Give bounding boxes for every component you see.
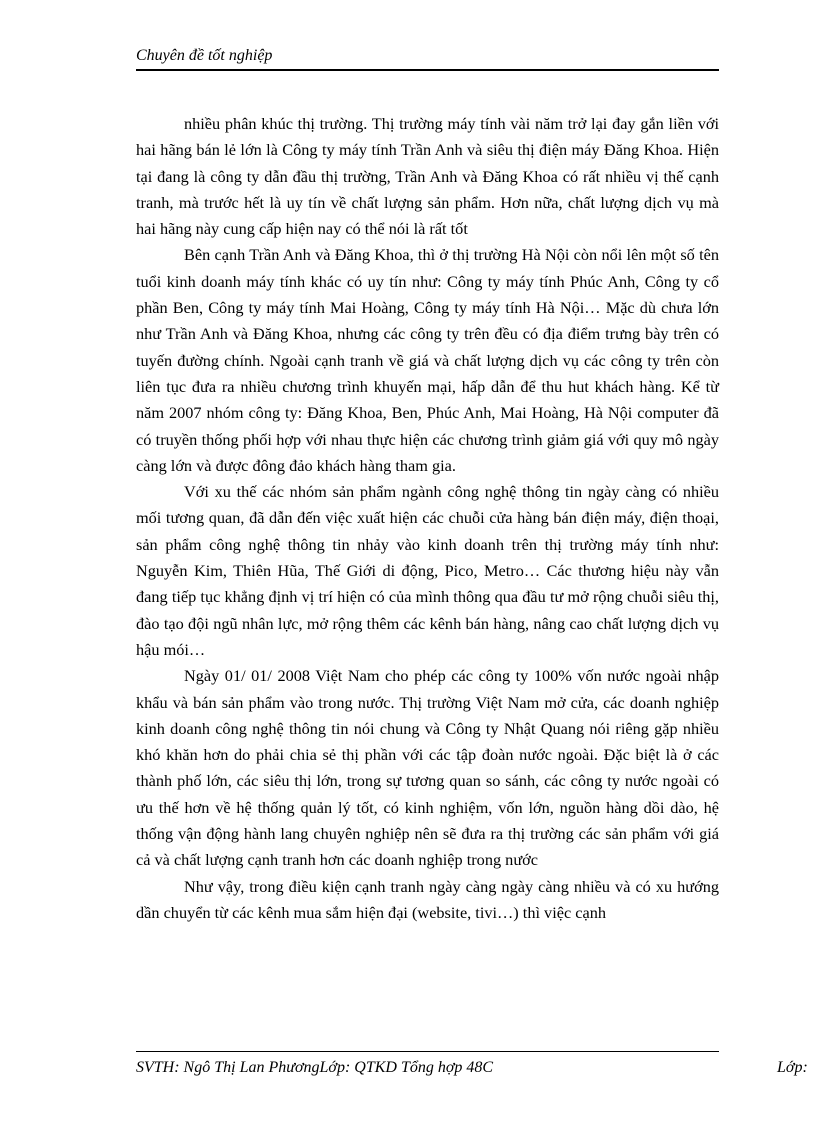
paragraph-5: Như vậy, trong điều kiện cạnh tranh ngày càng ngày càng nhiều và có xu hướng dần chuyển từ các kênh mua sắm hiện đại (website, tivi…) thì việc cạnh (136, 876, 719, 922)
page-header-title: Chuyên đề tốt nghiệp (136, 47, 273, 64)
body-text (136, 111, 719, 926)
header-divider (136, 69, 719, 71)
paragraph-1: nhiều phân khúc thị trường. Thị trường máy tính vài năm trở lại đay gắn liền với hai hãng bán lẻ lớn là Công ty máy tính Trần Anh và siêu thị điện máy Đăng Khoa. Hiện tại đang là công ty dẫn đầu thị trường, Trần Anh và Đăng Khoa có rất nhiều vị thế cạnh tranh, mà trước hết là uy tín về chất lượng sản phẩm. Hơn nữa, chất lượng dịch vụ mà hai hãng này cung cấp hiện nay có thể nói là rất tốt (136, 114, 719, 239)
footer-class-label: Lớp: (777, 1059, 808, 1076)
footer-student-info: SVTH: Ngô Thị Lan PhươngLớp: QTKD Tổng hợp 48C (136, 1059, 494, 1076)
paragraph-2: Bên cạnh Trần Anh và Đăng Khoa, thì ở thị trường Hà Nội còn nổi lên một số tên tuổi kinh doanh máy tính khác có uy tín như: Công ty máy tính Phúc Anh, Công ty cổ phần Ben, Công ty máy tính Mai Hoàng, Công ty máy tính Hà Nội… Mặc dù chưa lớn như Trần Anh và Đăng Khoa, nhưng các công ty trên đều có địa điểm trưng bày trên có tuyến đường chính. Ngoài cạnh tranh về giá và chất lượng dịch vụ các công ty trên còn liên tục đưa ra nhiều chương trình khuyến mại, hấp dẫn để thu hut khách hàng. Kể từ năm 2007 nhóm công ty: Đăng Khoa, Ben, Phúc Anh, Mai Hoàng, Hà Nội computer đã có truyền thống phối hợp với nhau thực hiện các chương trình giảm giá với quy mô ngày càng lớn và được đông đảo khách hàng tham gia. (136, 245, 719, 475)
paragraph-3: Với xu thế các nhóm sản phẩm ngành công nghệ thông tin ngày càng có nhiều mối tương quan, đã dẫn đến việc xuất hiện các chuỗi cửa hàng bán điện máy, điện thoại, sản phẩm công nghệ thông tin nhảy vào kinh doanh trên thị trường máy tính như: Nguyễn Kim, Thiên Hũa, Thế Giới di động, Pico, Metro… Các thương hiệu này vẫn đang tiếp tục khẳng định vị trí hiện có của mình thông qua đầu tư mở rộng chuỗi siêu thị, đào tạo đội ngũ nhân lực, mở rộng thêm các kênh bán hàng, nâng cao chất lượng dịch vụ hậu mói… (136, 482, 719, 659)
footer-divider (136, 1051, 719, 1052)
paragraph-4: Ngày 01/ 01/ 2008 Việt Nam cho phép các công ty 100% vốn nước ngoài nhập khẩu và bán sản phẩm vào trong nước. Thị trường Việt Nam mở cửa, các doanh nghiệp kinh doanh công nghệ thông tin nói chung và Công ty Nhật Quang nói riêng gặp nhiều khó khăn hơn do phải chia sẻ thị phần với các tập đoàn nước ngoài. Đặc biệt là ở các thành phố lớn, các siêu thị lớn, trong sự tương quan so sánh, các công ty nước ngoài có ưu thế hơn về hệ thống quản lý tốt, có kinh nghiệm, vốn lớn, nguồn hàng dồi dào, hệ thống vận động hành lang chuyên nghiệp nên sẽ đưa ra thị trường các sản phẩm với giá cả và chất lượng cạnh tranh hơn các doanh nghiệp trong nước (136, 666, 719, 870)
